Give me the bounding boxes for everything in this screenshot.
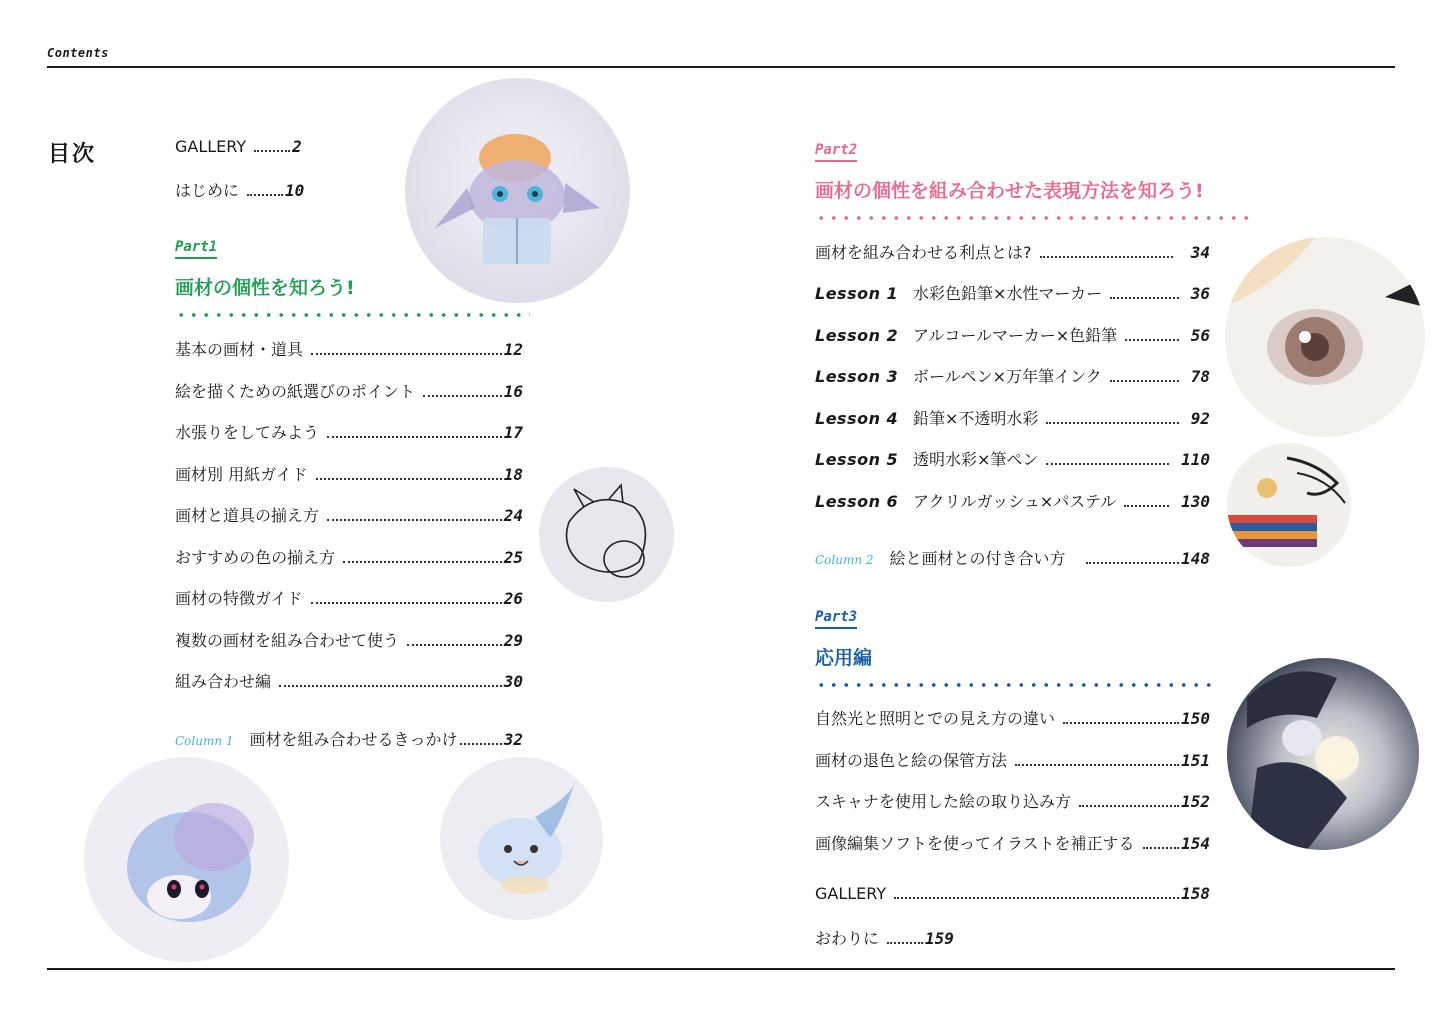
page-number: 29 (503, 630, 523, 650)
leader-dots (1079, 804, 1179, 807)
running-header: Contents (47, 46, 109, 60)
toc-entry-intro[interactable]: はじめに 10 (175, 181, 305, 200)
toc-entry-part3[interactable] (815, 706, 1210, 729)
entry-title: 自然光と照明とでの見え方の違い (815, 709, 1056, 728)
entry-title: 画像編集ソフトを使ってイラストを補正する (815, 833, 1135, 853)
illustration-striped-pattern (1227, 443, 1351, 567)
page-number: 110 (1181, 450, 1210, 469)
entry-title: 複数の画材を組み合わせて使う (175, 630, 400, 650)
toc-entry-gallery[interactable]: GALLERY 2 (175, 137, 302, 156)
toc-entry-part1[interactable] (175, 379, 523, 402)
page-number: 26 (503, 589, 523, 608)
part2-title: 画材の個性を組み合わせた表現方法を知ろう! (815, 180, 1204, 202)
lesson-label: Lesson 1 (815, 284, 899, 303)
toc-entry-part1[interactable] (175, 337, 523, 360)
leader-dots (1046, 421, 1178, 424)
lesson-label: Lesson 3 (815, 367, 899, 386)
part3-header (815, 606, 857, 625)
leader-dots (407, 643, 502, 646)
page-number: 25 (503, 547, 523, 567)
column1-entry[interactable]: Column 1 画材を組み合わせるきっかけ 32 (175, 730, 523, 749)
lesson-label: Lesson 4 (815, 408, 899, 428)
page-number: 152 (1181, 792, 1210, 811)
page-number: 56 (1190, 325, 1210, 345)
lesson-label: Lesson 2 (815, 325, 899, 345)
leader-dots (1015, 763, 1179, 766)
illustration-smiling-creature (440, 757, 603, 920)
entry-title: 画材の特徴ガイド (175, 589, 303, 608)
page-number: 24 (503, 506, 523, 525)
leader-dots (279, 684, 502, 687)
toc-entry-part1[interactable] (175, 669, 523, 692)
entry-title: アクリルガッシュ×パステル (913, 491, 1117, 511)
part1-dot-divider (175, 313, 530, 317)
toc-entry-lesson[interactable] (815, 447, 1210, 470)
entry-title: 画材と道具の揃え方 (175, 506, 320, 525)
entry-title: 基本の画材・道具 (175, 340, 304, 359)
entry-title: 組み合わせ編 (175, 672, 272, 691)
leader-dots (316, 477, 502, 480)
page-number: 92 (1190, 408, 1210, 428)
toc-entry-part1[interactable] (175, 628, 523, 651)
toc-entry-lesson[interactable] (815, 406, 1210, 429)
entry-title: 絵を描くための紙選びのポイント (175, 381, 416, 401)
leader-dots (1110, 296, 1179, 299)
toc-entry-part3[interactable] (815, 748, 1210, 771)
toc-entry-lesson[interactable] (815, 281, 1210, 304)
illustration-eye-closeup (1225, 237, 1425, 437)
page-number: 30 (503, 672, 523, 691)
entry-title: スキャナを使用した絵の取り込み方 (815, 792, 1072, 811)
entry-title: 透明水彩×筆ペン (913, 450, 1039, 469)
leader-dots (343, 560, 502, 563)
toc-entry-gallery-end[interactable]: GALLERY 158 (815, 884, 1210, 903)
part2-dot-divider (815, 216, 1255, 220)
part1-label: Part1 (175, 239, 217, 259)
toc-title: 目次 (48, 142, 97, 167)
illustration-lineart-creature (539, 467, 674, 602)
toc-entry-lesson[interactable] (815, 489, 1210, 512)
entry-title: ボールペン×万年筆インク (913, 367, 1102, 386)
toc-entry-afterword[interactable]: おわりに 159 (815, 929, 954, 948)
column2-label: Column 2 (815, 553, 874, 567)
page-number: 18 (503, 464, 523, 484)
leader-dots (1124, 504, 1169, 507)
leader-dots (1110, 379, 1179, 382)
part1-header (175, 236, 217, 255)
leader-dots (1046, 462, 1169, 465)
part3-dot-divider (815, 683, 1215, 687)
part1-title: 画材の個性を知ろう! (175, 277, 355, 299)
toc-entry-part2-intro[interactable]: 画材を組み合わせる利点とは? 34 (815, 243, 1210, 262)
page-number: 151 (1181, 750, 1210, 770)
column2-entry[interactable]: Column 2 絵と画材との付き合い方 148 (815, 549, 1210, 568)
page-number: 150 (1181, 709, 1210, 728)
part2-label: Part2 (815, 142, 857, 162)
column1-label: Column 1 (175, 734, 234, 748)
illustration-girl-with-light (1227, 658, 1419, 850)
lesson-label: Lesson 5 (815, 450, 899, 469)
bottom-rule (47, 968, 1395, 970)
part2-header (815, 139, 857, 158)
page-number: 130 (1181, 491, 1210, 511)
leader-dots (1143, 846, 1180, 849)
toc-entry-part1[interactable] (175, 462, 523, 485)
toc-entry-part3[interactable] (815, 831, 1210, 854)
entry-title: 画材別 用紙ガイド (175, 464, 308, 484)
toc-entry-part1[interactable] (175, 586, 523, 609)
part3-label: Part3 (815, 609, 857, 629)
toc-entry-lesson[interactable] (815, 364, 1210, 387)
leader-dots (327, 518, 502, 521)
leader-dots (423, 394, 502, 397)
page-number: 12 (503, 340, 523, 359)
leader-dots (1125, 338, 1179, 341)
page-number: 16 (503, 381, 523, 401)
lesson-label: Lesson 6 (815, 491, 899, 511)
illustration-blue-creature (84, 757, 289, 962)
page-number: 36 (1190, 284, 1210, 303)
page-number: 17 (503, 423, 523, 442)
part3-title: 応用編 (815, 647, 873, 669)
leader-dots (1063, 721, 1179, 724)
entry-title: おすすめの色の揃え方 (175, 547, 336, 567)
entry-title: 鉛筆×不透明水彩 (913, 408, 1039, 428)
leader-dots (327, 435, 502, 438)
toc-entry-part1[interactable] (175, 420, 523, 443)
illustration-creature-reading (405, 78, 630, 303)
toc-entry-lesson[interactable] (815, 323, 1210, 346)
toc-entry-part3[interactable] (815, 789, 1210, 812)
entry-title: アルコールマーカー×色鉛筆 (913, 325, 1118, 345)
toc-entry-part1[interactable] (175, 503, 523, 526)
leader-dots (311, 352, 502, 355)
top-rule (47, 66, 1395, 68)
toc-entry-part1[interactable] (175, 545, 523, 568)
entry-title: 画材の退色と絵の保管方法 (815, 750, 1008, 770)
entry-title: 水張りをしてみよう (175, 423, 320, 442)
page-number: 154 (1181, 833, 1210, 853)
leader-dots (311, 601, 502, 604)
entry-title: 水彩色鉛筆×水性マーカー (913, 284, 1103, 303)
page-number: 78 (1190, 367, 1210, 386)
